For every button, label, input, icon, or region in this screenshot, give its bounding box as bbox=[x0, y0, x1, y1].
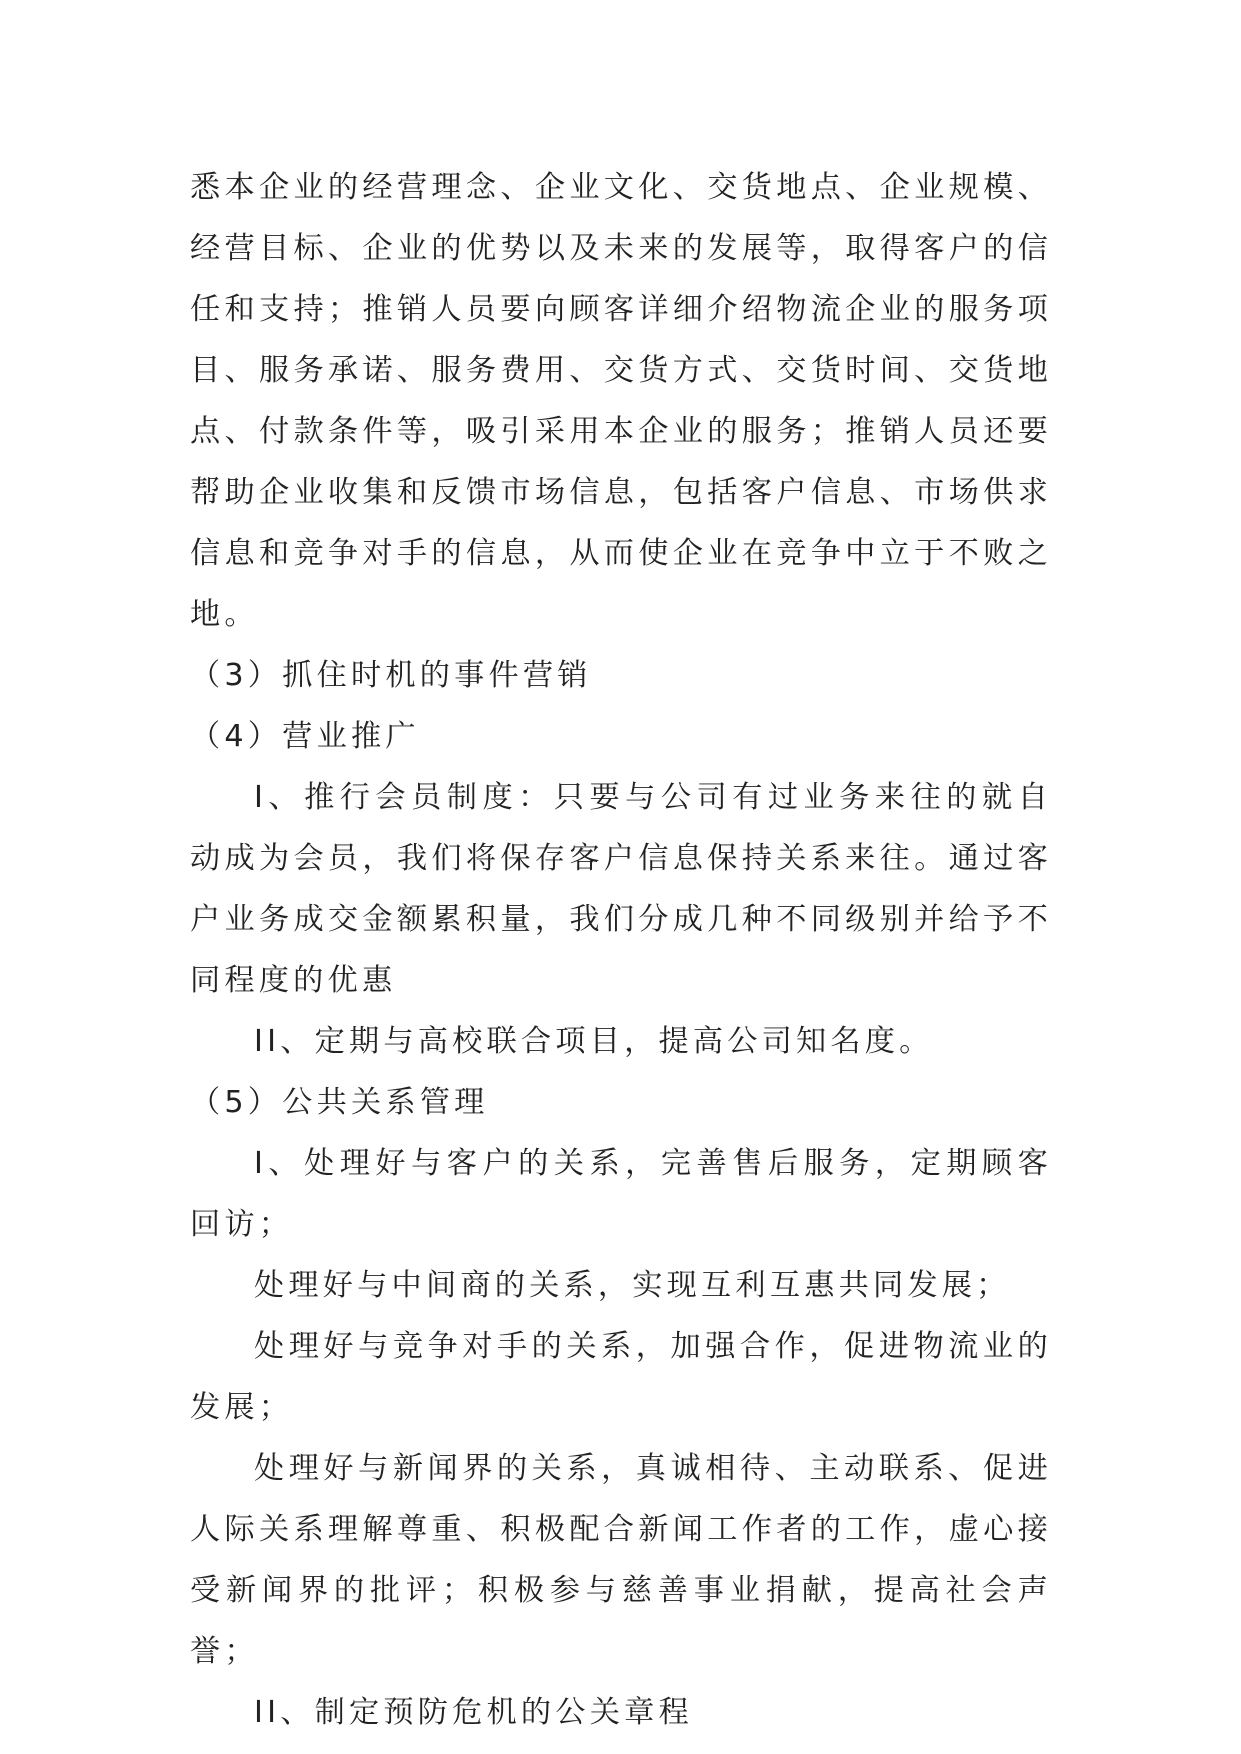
document-body bbox=[190, 157, 1052, 1743]
paragraph-press-relations: 处理好与新闻界的关系，真诚相待、主动联系、促进人际关系理解尊重、积极配合新闻工作者的工作，虚心接受新闻界的批评；积极参与慈善事业捐献，提高社会声誉； bbox=[190, 1451, 1052, 1669]
paragraph-crisis-pr: II、制定预防危机的公关章程 bbox=[254, 1695, 693, 1730]
section-heading-3: （3）抓住时机的事件营销 bbox=[190, 658, 592, 693]
paragraph-university-projects: II、定期与高校联合项目，提高公司知名度。 bbox=[254, 1024, 934, 1059]
section-heading-5: （5）公共关系管理 bbox=[190, 1085, 489, 1120]
paragraph-membership: I、推行会员制度：只要与公司有过业务来往的就自动成为会员，我们将保存客户信息保持关系来往。通过客户业务成交金额累积量，我们分成几种不同级别并给予不同程度的优惠 bbox=[190, 780, 1052, 998]
paragraph-intermediary-relations: 处理好与中间商的关系，实现互利互惠共同发展； bbox=[254, 1268, 1011, 1303]
section-heading-4: （4）营业推广 bbox=[190, 719, 420, 754]
paragraph-continuation: 悉本企业的经营理念、企业文化、交货地点、企业规模、经营目标、企业的优势以及未来的发展等，取得客户的信任和支持；推销人员要向顾客详细介绍物流企业的服务项目、服务承诺、服务费用、交货方式、交货时间、交货地点、付款条件等，吸引采用本企业的服务；推销人员还要帮助企业收集和反馈市场信息，包括客户信息、市场供求信息和竞争对手的信息，从而使企业在竞争中立于不败之地。 bbox=[190, 170, 1052, 632]
paragraph-customer-relations: I、处理好与客户的关系，完善售后服务，定期顾客回访； bbox=[190, 1146, 1052, 1242]
paragraph-competitor-relations: 处理好与竞争对手的关系，加强合作，促进物流业的发展； bbox=[190, 1329, 1052, 1425]
